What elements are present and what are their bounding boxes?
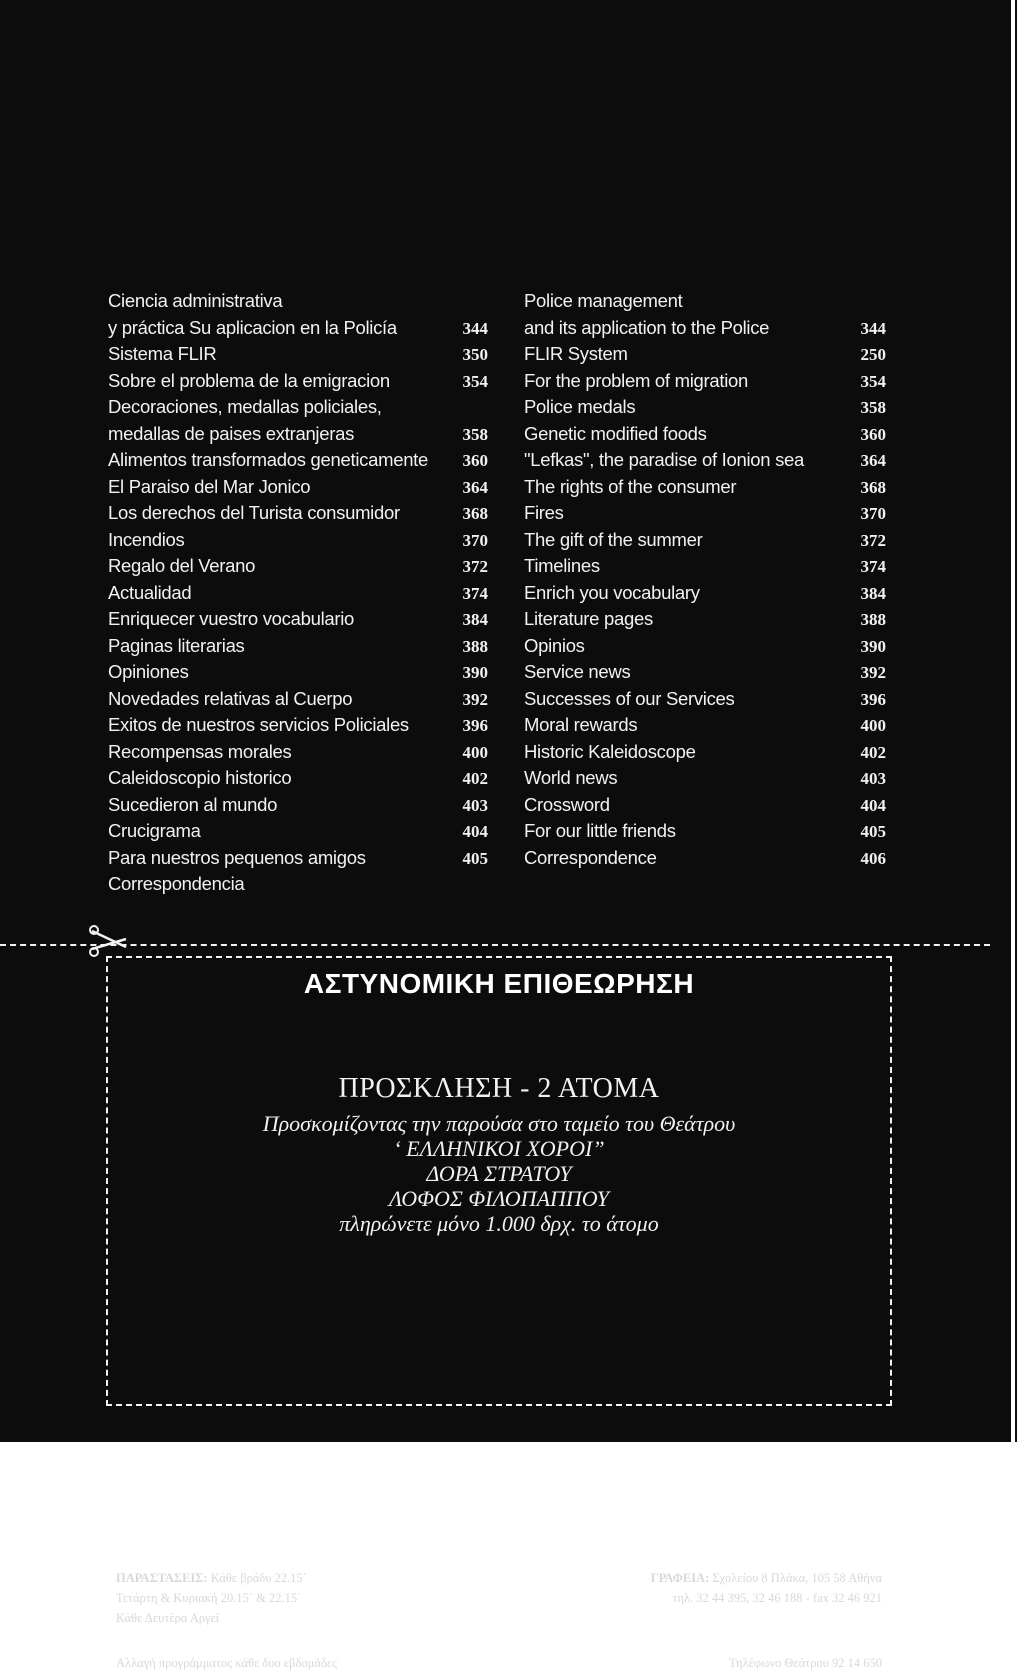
toc-title: Opinios [524, 634, 585, 656]
toc-title: Sucedieron al mundo [108, 793, 278, 815]
toc-page: 388 [462, 636, 488, 656]
toc-row [108, 765, 488, 792]
toc-row [524, 765, 886, 792]
toc-page: 354 [860, 371, 886, 391]
toc-row [108, 712, 488, 739]
toc-row [108, 421, 488, 448]
toc-title: The gift of the summer [524, 528, 703, 550]
toc-page: 374 [462, 583, 488, 603]
performances-line: Κάθε βράδυ 22.15΄ [210, 1571, 307, 1585]
offices-line: τηλ. 32 44 395, 32 46 188 - fax 32 46 921 [672, 1591, 882, 1605]
toc-row [524, 500, 886, 527]
toc-row [108, 871, 488, 898]
toc-row [108, 818, 488, 845]
toc-page: 392 [462, 689, 488, 709]
toc-title: Successes of our Services [524, 687, 735, 709]
toc-row [108, 580, 488, 607]
coupon-title: ΑΣΤΥΝΟΜΙΚΗ ΕΠΙΘΕΩΡΗΣΗ [303, 968, 695, 999]
toc-row [108, 686, 488, 713]
toc-row [108, 341, 488, 368]
toc-row [524, 792, 886, 819]
page-edge [1011, 0, 1024, 1458]
toc-row [108, 368, 488, 395]
toc-title: For our little friends [524, 820, 676, 841]
toc-row [108, 527, 488, 554]
toc-title: Incendios [108, 528, 185, 550]
toc-page: 360 [860, 424, 886, 444]
toc-title: Crossword [524, 793, 610, 815]
toc-page: 344 [462, 318, 488, 338]
toc-title: y práctica Su aplicacion en la Policía [108, 316, 397, 338]
invitation-line: πληρώνετε μόνο 1.000 δρχ. το άτομο [339, 1211, 659, 1236]
toc-row [524, 447, 886, 474]
toc-title: and its application to the Police [524, 316, 770, 338]
toc-row [108, 739, 488, 766]
toc-page: 396 [860, 689, 886, 709]
toc-page: 390 [462, 663, 488, 682]
cut-line [0, 944, 990, 946]
toc-page: 360 [462, 451, 488, 470]
toc-row [524, 580, 886, 607]
toc-page: 370 [462, 530, 488, 550]
toc-title: medallas de paises extranjeras [108, 422, 355, 444]
toc-page: 405 [462, 848, 488, 868]
toc-row [524, 553, 886, 580]
toc-row [524, 527, 886, 554]
toc-row [524, 739, 886, 766]
toc-row [108, 394, 488, 421]
toc-row [524, 341, 886, 368]
toc-row [524, 474, 886, 501]
toc-row [108, 659, 488, 686]
toc-page: 358 [860, 398, 886, 417]
offices-line: Σχολείου 8 Πλάκα, 105 58 Αθήνα [712, 1571, 882, 1585]
invitation-line: ΔΟΡΑ ΣΤΡΑΤΟΥ [426, 1161, 572, 1186]
toc-title: Para nuestros pequenos amigos [108, 846, 366, 868]
invitation-line: ΛΟΦΟΣ ΦΙΛΟΠΑΠΠΟΥ [388, 1186, 610, 1211]
toc-page: 403 [462, 795, 488, 815]
toc-title: Opiniones [108, 661, 189, 682]
toc-page: 390 [860, 636, 886, 656]
toc-title: Police management [524, 290, 683, 311]
toc-row [108, 553, 488, 580]
toc-row [108, 792, 488, 819]
toc-row [108, 447, 488, 474]
toc-page: 384 [462, 610, 488, 629]
toc-title: Sistema FLIR [108, 343, 217, 364]
offices-info [651, 1568, 882, 1608]
toc-title: FLIR System [524, 343, 628, 364]
toc-title: Paginas literarias [108, 634, 245, 656]
performances-line: Τετάρτη & Κυριακή 20.15΄ & 22.15΄ [116, 1591, 302, 1605]
toc-title: Actualidad [108, 581, 192, 603]
toc-page: 402 [462, 769, 488, 788]
toc-row [108, 315, 488, 342]
toc-title: For the problem of migration [524, 369, 748, 391]
toc-page: 344 [860, 318, 886, 338]
toc-title: Police medals [524, 396, 636, 417]
edge-line [1015, 0, 1017, 1458]
toc-title: Decoraciones, medallas policiales, [108, 396, 382, 417]
toc-title: Historic Kaleidoscope [524, 740, 696, 762]
toc-title: Novedades relativas al Cuerpo [108, 687, 353, 709]
toc-title: Service news [524, 661, 631, 682]
toc-title: Fires [524, 502, 564, 523]
toc-title: Alimentos transformados geneticamente [108, 449, 429, 470]
toc-title: Ciencia administrativa [108, 290, 283, 311]
invitation-block [108, 1073, 890, 1236]
toc-page: 404 [462, 822, 488, 841]
toc-title: Timelines [524, 555, 600, 576]
theatre-phone: Τηλέφωνο Θεάτρου 92 14 650 [728, 1656, 882, 1670]
invitation-line: ‘ ΕΛΛΗΝΙΚΟΙ ΧΟΡΟΙ” [393, 1136, 605, 1161]
performances-info [116, 1568, 307, 1628]
toc-row [524, 394, 886, 421]
toc-row [108, 288, 488, 315]
page-bottom-edge [0, 1442, 1024, 1458]
toc-english [524, 288, 886, 871]
toc-row [524, 421, 886, 448]
toc-page: 368 [860, 477, 886, 497]
toc-title: Correspondence [524, 846, 657, 868]
toc-spanish [108, 288, 488, 898]
toc-row [108, 845, 488, 872]
toc-row [524, 818, 886, 845]
toc-page: 368 [462, 504, 488, 523]
toc-page: 405 [860, 822, 886, 841]
toc-page: 350 [462, 345, 488, 364]
toc-title: The rights of the consumer [524, 475, 737, 497]
toc-page: 370 [860, 504, 886, 523]
toc-title: Correspondencia [108, 873, 245, 894]
toc-title: "Lefkas", the paradise of Ionion sea [524, 449, 805, 470]
toc-row [524, 633, 886, 660]
toc-title: Caleidoscopio historico [108, 767, 292, 788]
toc-title: Literature pages [524, 608, 653, 629]
toc-row [108, 474, 488, 501]
toc-title: Genetic modified foods [524, 422, 707, 444]
toc-title: Exitos de nuestros servicios Policiales [108, 714, 409, 735]
toc-title: El Paraiso del Mar Jonico [108, 475, 311, 497]
toc-page: 374 [860, 557, 886, 576]
toc-row [108, 633, 488, 660]
toc-title: Moral rewards [524, 714, 638, 735]
toc-page: 400 [462, 742, 488, 762]
invitation-heading: ΠΡΟΣΚΛΗΣΗ - 2 ΑΤΟΜΑ [338, 1073, 660, 1104]
toc-page: 402 [860, 742, 886, 762]
toc-page: 388 [860, 610, 886, 629]
toc-row [108, 606, 488, 633]
toc-title: Sobre el problema de la emigracion [108, 369, 390, 391]
toc-page: 364 [462, 477, 488, 497]
toc-title: Crucigrama [108, 820, 201, 841]
toc-page: 406 [860, 848, 886, 868]
toc-title: Recompensas morales [108, 740, 292, 762]
toc-page: 392 [860, 663, 886, 682]
performances-label: ΠΑΡΑΣΤΑΣΕΙΣ: [116, 1571, 208, 1585]
toc-page: 396 [462, 716, 488, 735]
toc-page: 364 [860, 451, 886, 470]
toc-page: 384 [860, 583, 886, 603]
toc-title: Regalo del Verano [108, 555, 256, 576]
toc-row [524, 686, 886, 713]
performances-line: Κάθε Δευτέρα Αργεί [116, 1611, 219, 1625]
toc-title: World news [524, 767, 618, 788]
toc-page: 400 [860, 716, 886, 735]
toc-row [524, 712, 886, 739]
toc-page: 403 [860, 769, 886, 788]
toc-page: 358 [462, 424, 488, 444]
toc-title: Enriquecer vuestro vocabulario [108, 608, 355, 629]
toc-page: 354 [462, 371, 488, 391]
toc-row [524, 659, 886, 686]
toc-row [524, 845, 886, 872]
toc-row [524, 288, 886, 315]
toc-row [108, 500, 488, 527]
toc-page: 250 [860, 345, 886, 364]
program-change-note: Αλλαγή προγράμματος κάθε δυο εβδομάδες [116, 1656, 337, 1670]
toc-page: 372 [860, 530, 886, 550]
toc-title: Los derechos del Turista consumidor [108, 502, 400, 523]
toc-row [524, 368, 886, 395]
toc-page: 372 [462, 557, 488, 576]
invitation-line: Προσκομίζοντας την παρούσα στο ταμείο του Θεάτρου [262, 1111, 736, 1136]
toc-title: Enrich you vocabulary [524, 581, 700, 603]
invitation-coupon [106, 956, 892, 1670]
toc-row [524, 315, 886, 342]
toc-page: 404 [860, 795, 886, 815]
offices-label: ΓΡΑΦΕΙΑ: [650, 1571, 710, 1585]
toc-row [524, 606, 886, 633]
